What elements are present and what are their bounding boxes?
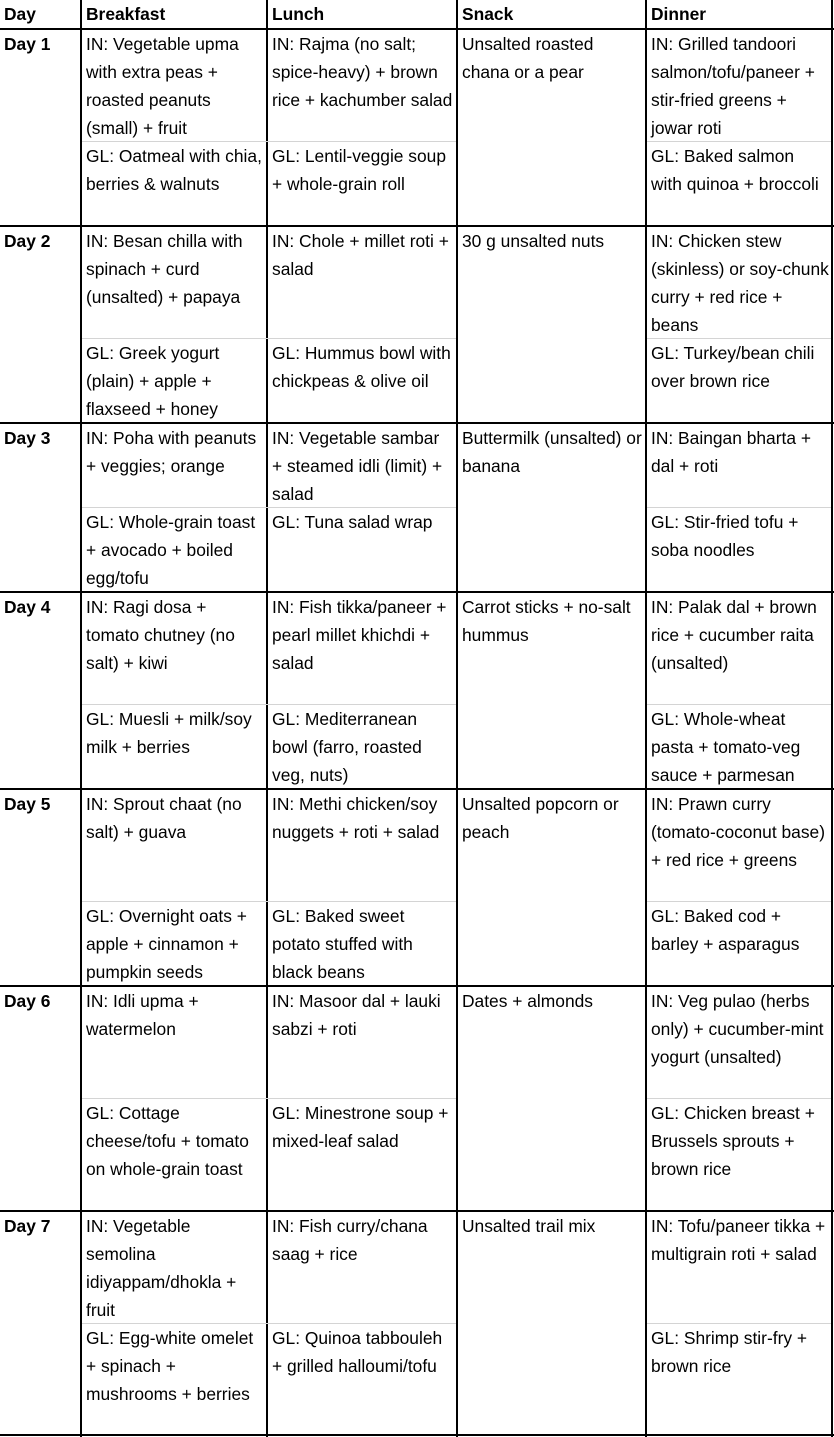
- breakfast-gl-cell: GL: Cottage cheese/tofu + tomato on whole-grain toast: [86, 1103, 249, 1179]
- snack-cell: Buttermilk (unsalted) or banana: [462, 428, 642, 476]
- lunch-gl-cell: GL: Minestrone soup + mixed-leaf salad: [272, 1103, 449, 1151]
- breakfast-in-cell: IN: Idli upma + watermelon: [86, 991, 199, 1039]
- breakfast-gl-cell: GL: Muesli + milk/soy milk + berries: [86, 709, 252, 757]
- breakfast-gl-cell: GL: Egg-white omelet + spinach + mushrooms + berries: [86, 1328, 254, 1404]
- day-label: Day 6: [4, 991, 51, 1011]
- breakfast-in-cell: IN: Poha with peanuts + veggies; orange: [86, 428, 257, 476]
- dinner-in-cell: IN: Tofu/paneer tikka + multigrain roti + salad: [651, 1216, 826, 1264]
- lunch-in-cell: IN: Fish curry/chana saag + rice: [272, 1216, 428, 1264]
- dinner-in-cell: IN: Chicken stew (skinless) or soy-chunk curry + red rice + beans: [651, 231, 829, 335]
- breakfast-in-cell: IN: Besan chilla with spinach + curd (unsalted) + papaya: [86, 231, 243, 307]
- lunch-in-cell: IN: Vegetable sambar + steamed idli (limit) + salad: [272, 428, 443, 504]
- breakfast-in-cell: IN: Vegetable semolina idiyappam/dhokla + fruit: [86, 1216, 237, 1320]
- lunch-in-cell: IN: Chole + millet roti + salad: [272, 231, 449, 279]
- dinner-gl-cell: GL: Baked salmon with quinoa + broccoli: [651, 146, 819, 194]
- lunch-gl-cell: GL: Mediterranean bowl (farro, roasted veg, nuts): [272, 709, 422, 785]
- dinner-in-cell: IN: Veg pulao (herbs only) + cucumber-mint yogurt (unsalted): [651, 991, 824, 1067]
- header-breakfast: Breakfast: [86, 4, 166, 24]
- day-label: Day 1: [4, 34, 51, 54]
- snack-cell: Carrot sticks + no-salt hummus: [462, 597, 631, 645]
- dinner-in-cell: IN: Grilled tandoori salmon/tofu/paneer + stir-fried greens + jowar roti: [651, 34, 815, 138]
- breakfast-gl-cell: GL: Whole-grain toast + avocado + boiled egg/tofu: [86, 512, 256, 588]
- dinner-gl-cell: GL: Whole-wheat pasta + tomato-veg sauce + parmesan: [651, 709, 801, 785]
- dinner-gl-cell: GL: Chicken breast + Brussels sprouts + brown rice: [651, 1103, 815, 1179]
- lunch-gl-cell: GL: Quinoa tabbouleh + grilled halloumi/tofu: [272, 1328, 443, 1376]
- breakfast-gl-cell: GL: Oatmeal with chia, berries & walnuts: [86, 146, 262, 194]
- dinner-gl-cell: GL: Baked cod + barley + asparagus: [651, 906, 800, 954]
- header-dinner: Dinner: [651, 4, 707, 24]
- snack-cell: Dates + almonds: [462, 991, 593, 1011]
- lunch-in-cell: IN: Rajma (no salt; spice-heavy) + brown rice + kachumber salad: [272, 34, 453, 110]
- snack-cell: Unsalted roasted chana or a pear: [462, 34, 594, 82]
- snack-cell: 30 g unsalted nuts: [462, 231, 605, 251]
- lunch-gl-cell: GL: Baked sweet potato stuffed with black beans: [272, 906, 413, 982]
- day-label: Day 7: [4, 1216, 51, 1236]
- lunch-in-cell: IN: Methi chicken/soy nuggets + roti + salad: [272, 794, 440, 842]
- snack-cell: Unsalted popcorn or peach: [462, 794, 619, 842]
- breakfast-in-cell: IN: Ragi dosa + tomato chutney (no salt) + kiwi: [86, 597, 235, 673]
- dinner-gl-cell: GL: Turkey/bean chili over brown rice: [651, 343, 815, 391]
- breakfast-gl-cell: GL: Overnight oats + apple + cinnamon + pumpkin seeds: [86, 906, 247, 982]
- day-label: Day 3: [4, 428, 51, 448]
- day-label: Day 2: [4, 231, 51, 251]
- day-label: Day 4: [4, 597, 51, 617]
- dinner-in-cell: IN: Baingan bharta + dal + roti: [651, 428, 812, 476]
- lunch-in-cell: IN: Masoor dal + lauki sabzi + roti: [272, 991, 441, 1039]
- breakfast-gl-cell: GL: Greek yogurt (plain) + apple + flaxseed + honey: [86, 343, 220, 419]
- lunch-gl-cell: GL: Tuna salad wrap: [272, 512, 433, 532]
- header-day: Day: [4, 4, 36, 24]
- dinner-in-cell: IN: Prawn curry (tomato-coconut base) + red rice + greens: [651, 794, 825, 870]
- dinner-gl-cell: GL: Stir-fried tofu + soba noodles: [651, 512, 799, 560]
- day-label: Day 5: [4, 794, 51, 814]
- lunch-gl-cell: GL: Lentil-veggie soup + whole-grain roll: [272, 146, 447, 194]
- lunch-in-cell: IN: Fish tikka/paneer + pearl millet khichdi + salad: [272, 597, 447, 673]
- lunch-gl-cell: GL: Hummus bowl with chickpeas & olive oil: [272, 343, 451, 391]
- breakfast-in-cell: IN: Sprout chaat (no salt) + guava: [86, 794, 242, 842]
- grid-line: [0, 1434, 834, 1436]
- snack-cell: Unsalted trail mix: [462, 1216, 596, 1236]
- header-snack: Snack: [462, 4, 514, 24]
- header-lunch: Lunch: [272, 4, 325, 24]
- breakfast-in-cell: IN: Vegetable upma with extra peas + roasted peanuts (small) + fruit: [86, 34, 239, 138]
- dinner-gl-cell: GL: Shrimp stir-fry + brown rice: [651, 1328, 808, 1376]
- grid-line: [831, 0, 833, 1437]
- dinner-in-cell: IN: Palak dal + brown rice + cucumber raita (unsalted): [651, 597, 817, 673]
